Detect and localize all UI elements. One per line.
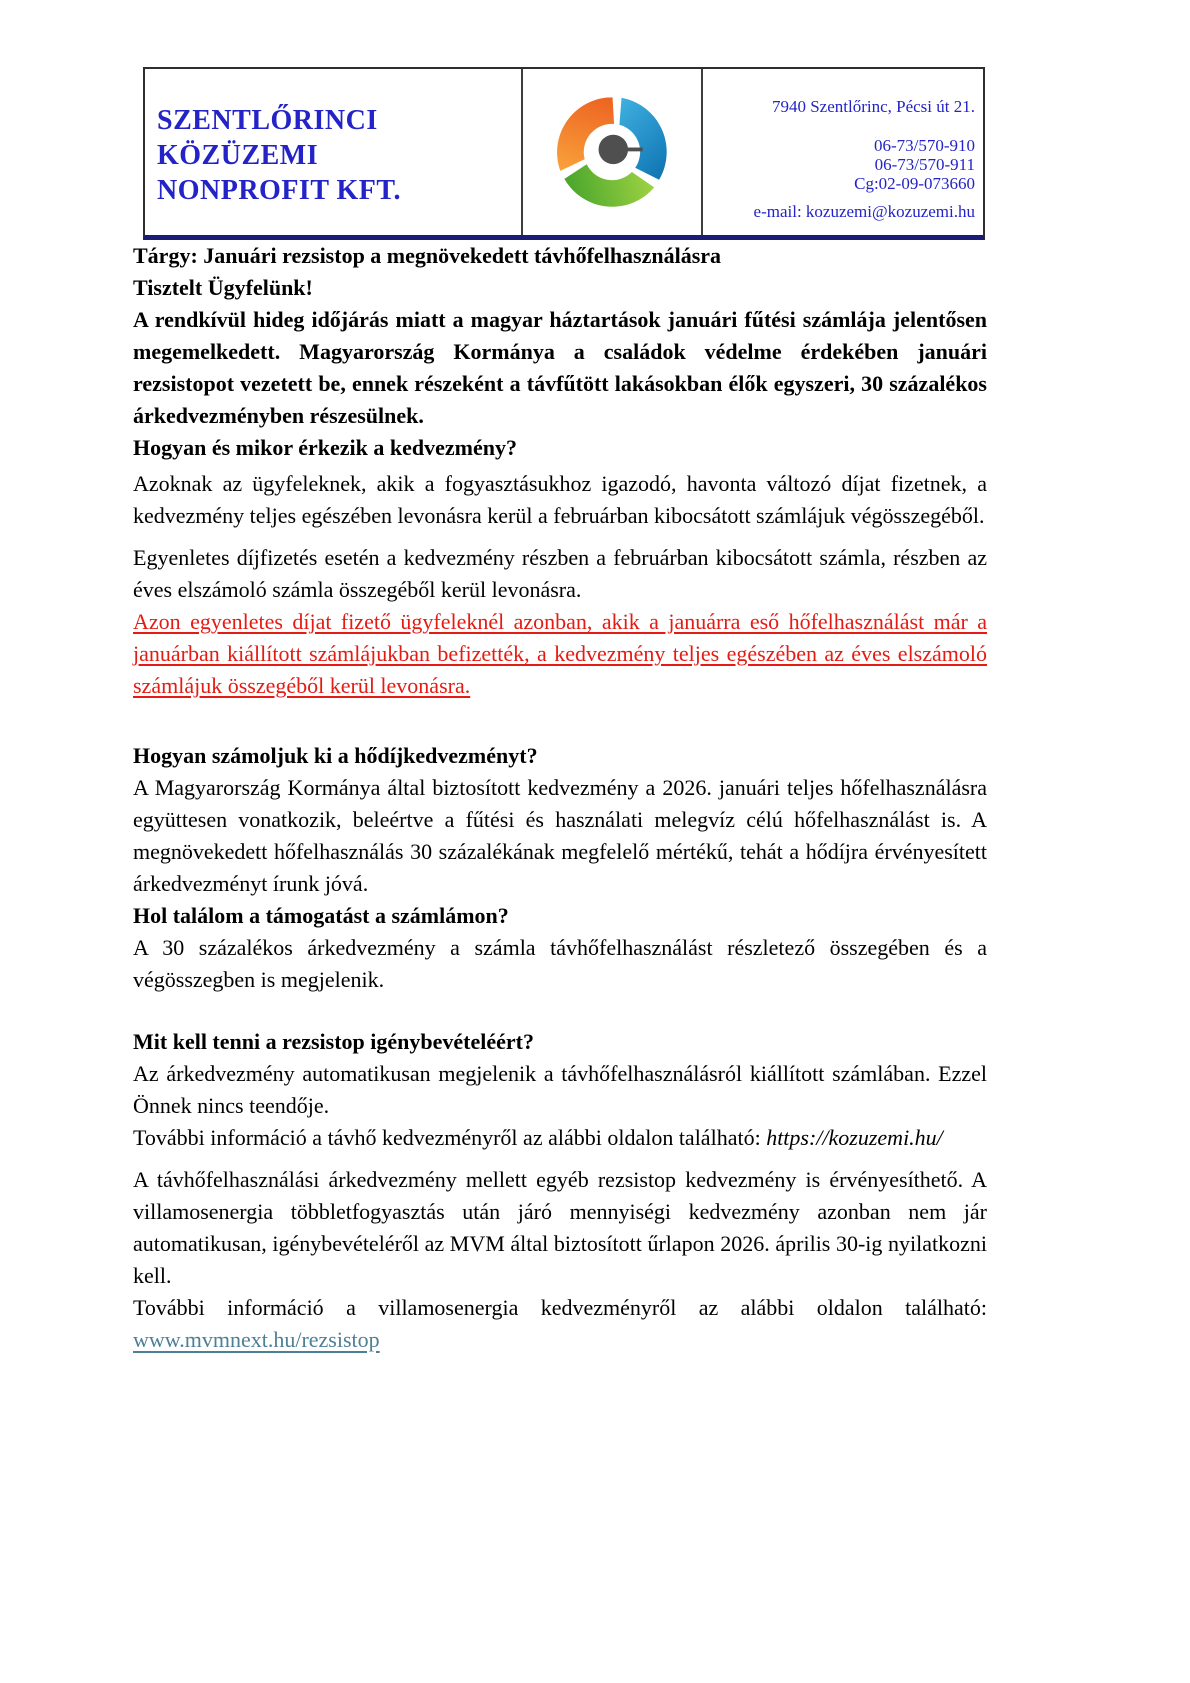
company-address: 7940 Szentlőrinc, Pécsi út 21. [771,97,975,116]
company-name-line-1: SZENTLŐRINCI [157,105,378,136]
mvmnext-rezsistop-link[interactable]: www.mvmnext.hu/rezsistop [133,1327,380,1352]
company-registration-number: Cg:02-09-073660 [854,174,975,193]
letter-body [0,240,1190,1356]
info-line-prefix: További információ a villamosenergia kedvezményről az alábbi oldalon található: [133,1295,987,1320]
letterhead-logo-cell [523,69,703,235]
subject-line: Tárgy: Januári rezsistop a megnövekedett távhőfelhasználásra [133,243,722,268]
body-paragraph: A távhőfelhasználási árkedvezmény mellett egyéb rezsistop kedvezmény is érvényesíthető. A villamosenergia többletfogyasztás után járó mennyiségi kedvezmény azonban nem jár automatikusan, igénybevételéről az MVM által biztosított űrlapon 2026. április 30-ig nyilatkozni kell. [133,1167,987,1288]
body-paragraph: Egyenletes díjfizetés esetén a kedvezmény részben a februárban kibocsátott számla, részben az éves elszámoló számla összegéből kerül levonásra. [133,545,987,602]
letterhead-company-cell [145,69,523,235]
body-paragraph: A Magyarország Kormánya által biztosított kedvezmény a 2026. januári teljes hőfelhasználásra együttesen vonatkozik, beleértve a fűtési és használati melegvíz célú hőfelhasználást is. A megnövekedett hőfelhasználás 30 százalékának megfelelő mértékű, tehát a hődíjra érvényesített árkedvezményt írunk jóvá. [133,775,987,896]
info-line-electricity [133,1292,987,1356]
body-paragraph: Az árkedvezmény automatikusan megjelenik a távhőfelhasználásról kiállított számlában. Ezzel Önnek nincs teendője. [133,1061,987,1118]
letterhead-contact-cell [703,69,983,235]
company-name-line-3: NONPROFIT KFT. [157,175,401,206]
greeting: Tisztelt Ügyfelünk! [133,275,313,300]
section-heading-invoice: Hol találom a támogatást a számlámon? [133,903,509,928]
company-phone-1: 06-73/570-910 [873,136,975,155]
info-line-district-heating [133,1122,987,1154]
intro-paragraph: A rendkívül hideg időjárás miatt a magyar háztartások januári fűtési számlája jelentősen megemelkedett. Magyarország Kormánya a családok védelme érdekében januári rezsistopot vezetett be, ennek részeként a távfűtött lakásokban élők egyszeri, 30 százalékos árkedvezményben részesülnek. [133,307,987,428]
section-heading-calculation: Hogyan számoljuk ki a hődíjkedvezményt? [133,743,538,768]
section-heading-delivery: Hogyan és mikor érkezik a kedvezmény? [133,435,517,460]
section-heading-action: Mit kell tenni a rezsistop igénybevételéért? [133,1029,534,1054]
info-line-prefix: További információ a távhő kedvezményről az alábbi oldalon található: [133,1125,767,1150]
company-logo-icon [548,83,676,221]
company-email: e-mail: kozuzemi@kozuzemi.hu [753,202,975,221]
highlighted-paragraph: Azon egyenletes díjat fizető ügyfeleknél azonban, akik a januárra eső hőfelhasználást már a januárban kiállított számlájukban befizették, a kedvezmény teljes egészében az éves elszámoló számlájuk összegéből kerül levonásra. [133,609,987,698]
body-paragraph: A 30 százalékos árkedvezmény a számla távhőfelhasználást részletező összegében és a végösszegben is megjelenik. [133,935,987,992]
company-name [157,103,521,208]
body-paragraph: Azoknak az ügyfeleknek, akik a fogyasztásukhoz igazodó, havonta változó díjat fizetnek, a kedvezmény teljes egészében levonásra kerül a februárban kibocsátott számlájuk végösszegéből. [133,471,987,528]
letterhead [143,67,985,240]
company-phone-2: 06-73/570-911 [874,155,975,174]
company-name-line-2: KÖZÜZEMI [157,140,319,171]
kozuzemi-url-text: https://kozuzemi.hu/ [766,1125,943,1150]
